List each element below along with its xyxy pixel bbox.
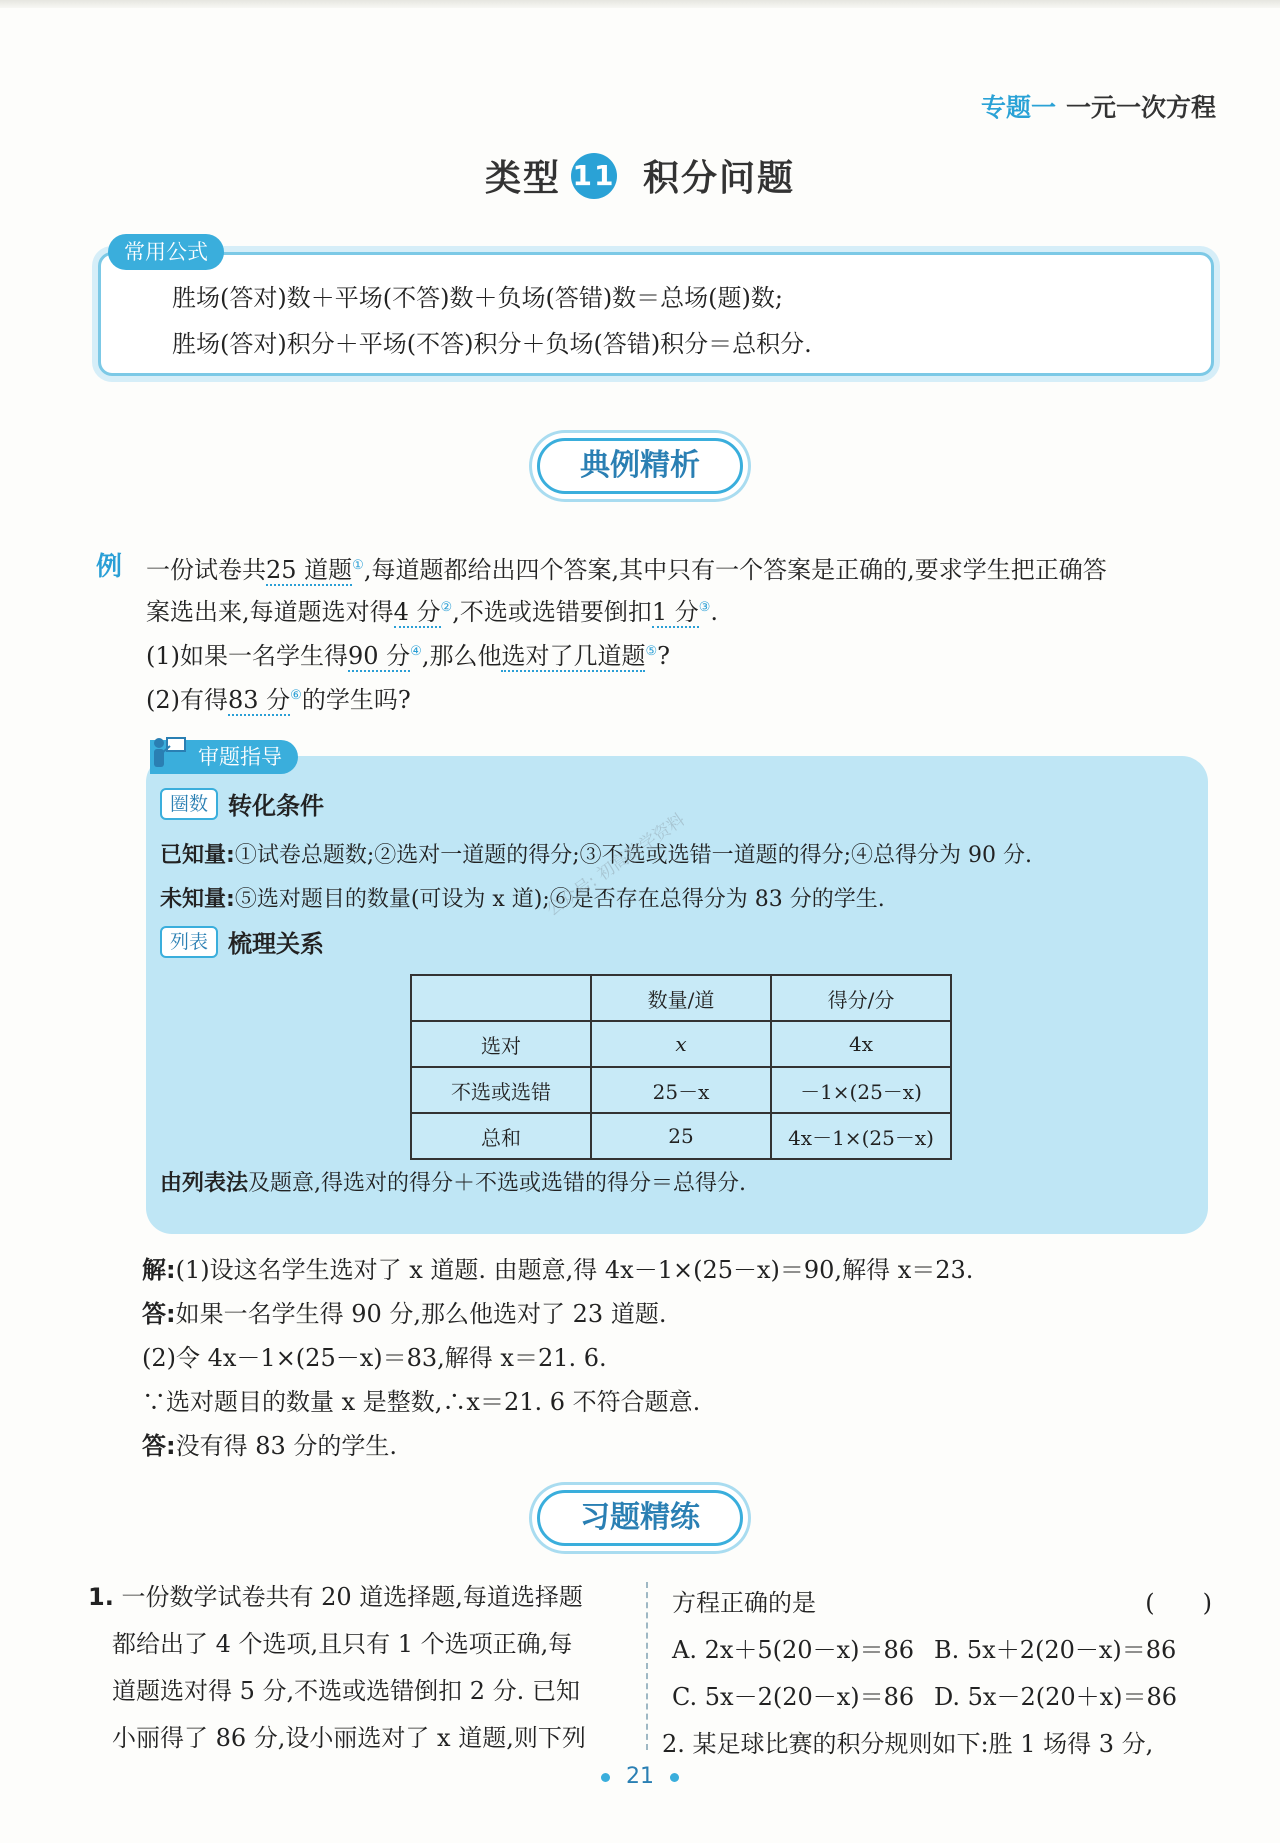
table-cell: 数量/道 xyxy=(591,975,771,1021)
example-question-2 xyxy=(146,680,411,716)
relation-table-wrap xyxy=(410,974,952,1160)
heading-text: 梳理关系 xyxy=(228,930,325,958)
text: 案选出来,每道题选对得 xyxy=(146,598,394,626)
marker: ② xyxy=(440,600,453,615)
table-cell: 25 xyxy=(591,1113,771,1159)
solution-label: 解: xyxy=(142,1256,176,1284)
table-cell xyxy=(411,975,591,1021)
known-label: 已知量: xyxy=(160,843,235,868)
summary-bold: 由列表法 xyxy=(160,1171,249,1196)
text: ,那么他 xyxy=(421,642,502,670)
marker: ③ xyxy=(698,600,711,615)
formula-tag: 常用公式 xyxy=(108,234,224,270)
answer-paren: ( ) xyxy=(1145,1589,1212,1617)
table-row xyxy=(411,1021,951,1067)
formula-line-1: 胜场(答对)数＋平场(不答)数＋负场(答错)数＝总场(题)数; xyxy=(172,284,783,312)
marked-text: 83 分 xyxy=(228,686,291,714)
option-a: A. 2x＋5(20－x)＝86 xyxy=(672,1636,915,1664)
page-header xyxy=(981,88,1216,124)
answer-line-1 xyxy=(142,1294,666,1329)
answer-line-2 xyxy=(142,1426,397,1461)
exercise-line: 小丽得了 86 分,设小丽选对了 x 道题,则下列 xyxy=(112,1724,586,1752)
unknown-label: 未知量: xyxy=(160,887,235,912)
formula-line-2: 胜场(答对)积分＋平场(不答)积分＋负场(答错)积分＝总积分. xyxy=(172,330,812,358)
header-topic: 专题一 xyxy=(980,93,1056,122)
heading-text: 转化条件 xyxy=(228,792,325,820)
dot xyxy=(601,1773,610,1782)
example-line-2 xyxy=(146,592,718,628)
marker: ④ xyxy=(410,644,422,659)
exercise-line: 都给出了 4 个选项,且只有 1 个选项正确,每 xyxy=(112,1630,573,1658)
page-top-edge xyxy=(0,0,1280,8)
relation-table xyxy=(410,974,952,1160)
exercise-2-line: 2. 某足球比赛的积分规则如下:胜 1 场得 3 分, xyxy=(662,1730,1154,1758)
watermark: 公众号: 初高数学资料 xyxy=(542,809,689,921)
marked-text: 1 分 xyxy=(651,598,699,626)
text: 一份试卷共 xyxy=(146,556,266,584)
column-divider xyxy=(646,1582,648,1750)
exercise-1-left xyxy=(88,1574,640,1762)
table-row xyxy=(411,1113,951,1159)
section-badge-examples xyxy=(0,438,1280,494)
chip-make-table: 列表 xyxy=(160,926,218,958)
answer-label: 答: xyxy=(142,1432,176,1460)
text: (2)有得 xyxy=(146,686,228,714)
unknown-line xyxy=(160,882,885,913)
example-question-1 xyxy=(146,636,670,672)
marked-text: 25 道题 xyxy=(266,556,353,584)
table-cell: 得分/分 xyxy=(771,975,951,1021)
exercise-1-right xyxy=(662,1580,1212,1768)
option-b: B. 5x＋2(20－x)＝86 xyxy=(934,1636,1177,1664)
guide-summary xyxy=(160,1166,746,1197)
text: (1)如果一名学生得 xyxy=(146,642,348,670)
section-badge-exercises xyxy=(0,1490,1280,1546)
exercise-line: 道题选对得 5 分,不选或选错倒扣 2 分. 已知 xyxy=(112,1677,580,1705)
title-prefix: 类型 xyxy=(484,158,561,199)
chip-circle-numbers: 圈数 xyxy=(160,788,218,820)
marker: ① xyxy=(352,558,364,573)
text: ,不选或选错要倒扣 xyxy=(452,598,652,626)
marked-text: 90 分 xyxy=(348,642,411,670)
solution-text: (1)设这名学生选对了 x 道题. 由题意,得 4x－1×(25－x)＝90,解得 x＝23. xyxy=(175,1256,974,1284)
table-cell: 25－x xyxy=(591,1067,771,1113)
solution-line-1 xyxy=(142,1250,973,1285)
text: 的学生吗? xyxy=(301,686,411,714)
teacher-icon xyxy=(148,734,188,774)
solution-line-3: ∵选对题目的数量 x 是整数,∴x＝21. 6 不符合题意. xyxy=(142,1388,701,1416)
text: ? xyxy=(657,642,670,670)
table-cell: 选对 xyxy=(411,1021,591,1067)
text: . xyxy=(710,598,719,626)
table-cell: 4x－1×(25－x) xyxy=(771,1113,951,1159)
header-subtitle: 一元一次方程 xyxy=(1065,93,1216,122)
exercise-line xyxy=(672,1580,1212,1627)
table-cell: 总和 xyxy=(411,1113,591,1159)
table-cell: －1×(25－x) xyxy=(771,1067,951,1113)
text: 方程正确的是 xyxy=(672,1589,816,1617)
solution-line-2: (2)令 4x－1×(25－x)＝83,解得 x＝21. 6. xyxy=(142,1344,607,1372)
example-line-1 xyxy=(146,550,1107,586)
table-cell: x xyxy=(591,1021,771,1067)
marked-text: 选对了几道题 xyxy=(501,642,646,670)
marker: ⑤ xyxy=(645,644,658,659)
table-cell: 不选或选错 xyxy=(411,1067,591,1113)
guide-tag: 审题指导 xyxy=(150,740,298,774)
options-row xyxy=(672,1674,1212,1721)
page-number-text: 21 xyxy=(626,1764,654,1789)
section-title-examples: 典例精析 xyxy=(537,438,743,494)
dot xyxy=(670,1773,679,1782)
section-title-exercises: 习题精练 xyxy=(537,1490,743,1546)
page-title xyxy=(0,150,1280,203)
answer-text: 没有得 83 分的学生. xyxy=(175,1432,398,1460)
option-d: D. 5x－2(20＋x)＝86 xyxy=(934,1683,1178,1711)
options-row xyxy=(672,1627,1212,1674)
guide-heading-2 xyxy=(160,924,324,959)
answer-text: 如果一名学生得 90 分,那么他选对了 23 道题. xyxy=(175,1300,667,1328)
table-cell: 4x xyxy=(771,1021,951,1067)
example-label: 例 xyxy=(96,552,123,582)
marked-text: 4 分 xyxy=(393,598,441,626)
unknown-text: ⑤选对题目的数量(可设为 x 道);⑥是否存在总得分为 83 分的学生. xyxy=(234,887,885,912)
exercise-number: 1. xyxy=(88,1583,114,1611)
table-header-row xyxy=(411,975,951,1021)
text: 一份数学试卷共有 20 道选择题,每道选择题 xyxy=(121,1583,583,1611)
answer-label: 答: xyxy=(142,1300,176,1328)
table-row xyxy=(411,1067,951,1113)
exercise-line xyxy=(88,1574,640,1621)
summary-text: 及题意,得选对的得分＋不选或选错的得分＝总得分. xyxy=(248,1171,747,1196)
known-text: ①试卷总题数;②选对一道题的得分;③不选或选错一道题的得分;④总得分为 90 分. xyxy=(234,843,1033,868)
marker: ⑥ xyxy=(290,688,302,703)
title-number-badge: 11 xyxy=(571,153,617,199)
page-number xyxy=(0,1764,1280,1789)
option-c: C. 5x－2(20－x)＝86 xyxy=(672,1683,915,1711)
text: ,每道题都给出四个答案,其中只有一个答案是正确的,要求学生把正确答 xyxy=(363,556,1107,584)
title-text: 积分问题 xyxy=(643,158,796,199)
guide-heading-1 xyxy=(160,786,324,821)
